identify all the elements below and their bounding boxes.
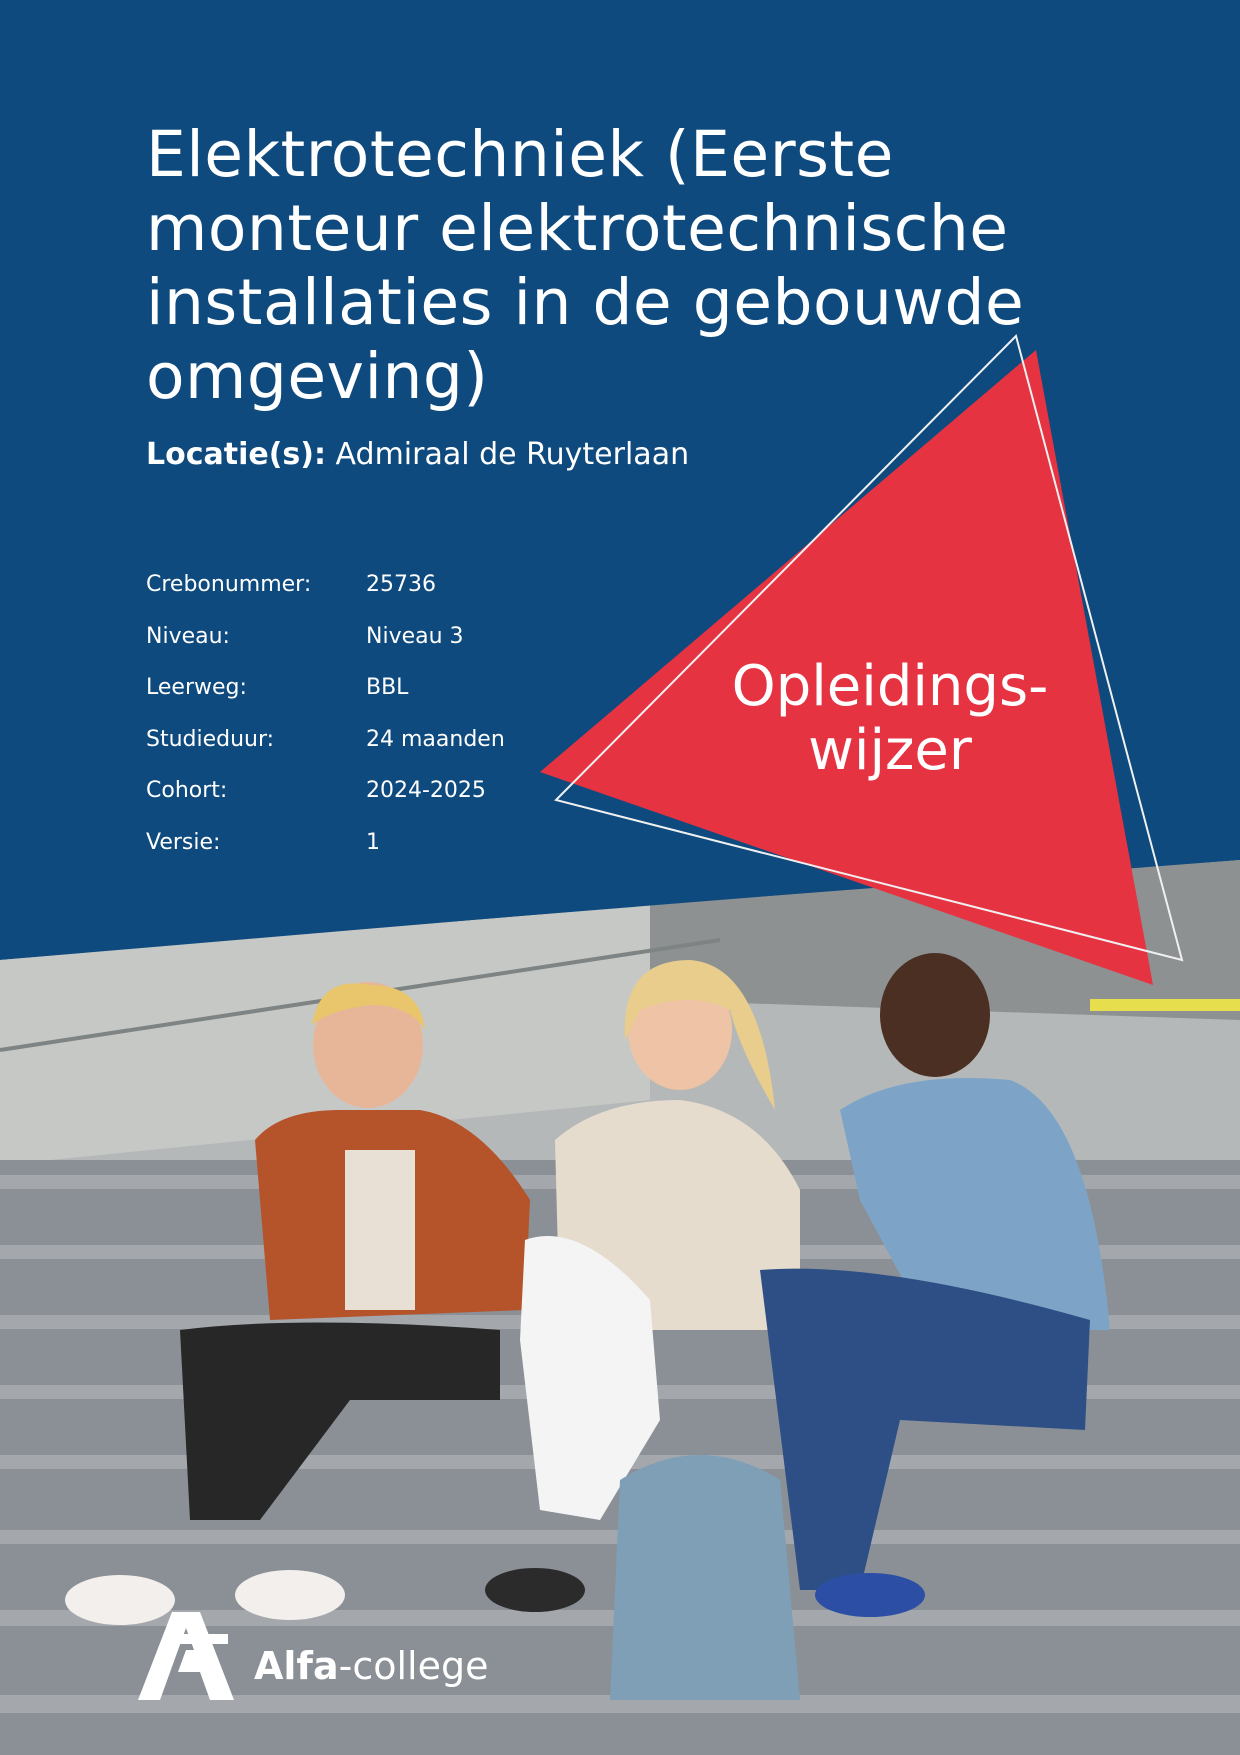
logo-brand: Alfa [254, 1644, 339, 1688]
details-label: Leerweg: [146, 675, 247, 701]
page-title: Elektrotechniek (Eerste monteur elektrotechnische installaties in de gebouwde omgeving) [146, 118, 1025, 413]
badge-line-2: wijzer [808, 718, 972, 783]
details-row-studieduur [146, 727, 505, 779]
details-value: 25736 [366, 572, 436, 597]
details-row-niveau [146, 624, 505, 676]
details-value: BBL [366, 675, 409, 701]
details-label: Studieduur: [146, 726, 275, 752]
location-value: Admiraal de Ruyterlaan [335, 437, 690, 472]
details-row-crebonummer [146, 572, 505, 624]
details-row-versie [146, 830, 505, 882]
details-label: Crebonummer: [146, 572, 312, 597]
details-list [146, 572, 505, 882]
location-line [146, 437, 689, 472]
logo-suffix: -college [338, 1644, 489, 1688]
details-value: Niveau 3 [366, 623, 464, 649]
alfa-logo-icon [138, 1612, 234, 1700]
opleidingswijzer-badge [700, 655, 1080, 783]
logo-wordmark [254, 1644, 488, 1688]
details-value: 24 maanden [366, 726, 505, 752]
details-value: 1 [366, 829, 380, 855]
details-label: Niveau: [146, 623, 230, 649]
details-value: 2024-2025 [366, 778, 486, 804]
alfa-college-logo [138, 1612, 488, 1700]
location-label: Locatie(s): [146, 437, 326, 472]
badge-line-1: Opleidings- [731, 654, 1049, 719]
details-row-cohort [146, 778, 505, 830]
details-row-leerweg [146, 675, 505, 727]
details-label: Cohort: [146, 778, 228, 804]
details-label: Versie: [146, 829, 221, 855]
